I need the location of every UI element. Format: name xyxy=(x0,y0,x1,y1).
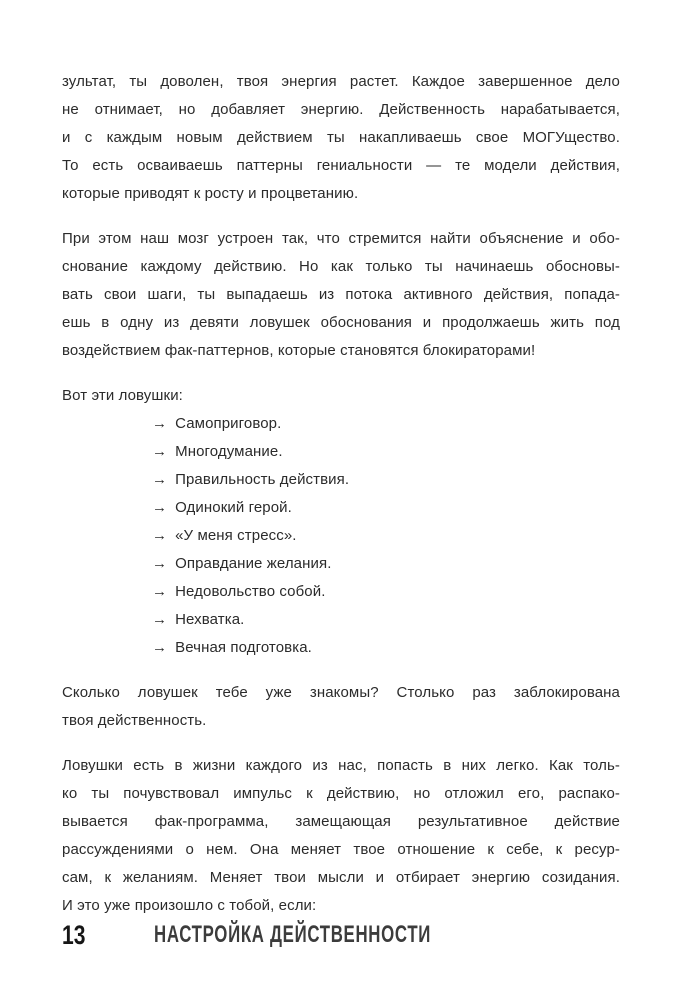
arrow-bullet-icon: → xyxy=(152,443,168,460)
text-line: сам, к желаниям. Меняет твои мысли и отбирает энергию созидания. xyxy=(62,869,620,886)
arrow-bullet-icon: → xyxy=(152,527,168,544)
text-line: вать свои шаги, ты выпадаешь из потока активного действия, попада- xyxy=(62,286,620,303)
trap-label: Самоприговор. xyxy=(175,415,282,432)
text-line: рассуждениями о нем. Она меняет твое отношение к себе, к ресур- xyxy=(62,841,620,858)
trap-label: Вечная подготовка. xyxy=(175,639,312,656)
trap-label: Правильность действия. xyxy=(175,471,350,488)
arrow-bullet-icon: → xyxy=(152,471,168,488)
text-line: То есть осваиваешь паттерны гениальности — те модели действия, xyxy=(62,157,620,174)
traps-intro: Вот эти ловушки: xyxy=(62,387,183,404)
text-line: не отнимает, но добавляет энергию. Действенность нарабатывается, xyxy=(62,101,620,118)
text-line: И это уже произошло с тобой, если: xyxy=(62,897,317,914)
arrow-bullet-icon: → xyxy=(152,415,168,432)
trap-item xyxy=(62,410,620,438)
trap-label: Оправдание желания. xyxy=(175,555,332,572)
text-line: ешь в одну из девяти ловушек обоснования и продолжаешь жить под xyxy=(62,314,620,331)
text-line: твоя действенность. xyxy=(62,712,207,729)
paragraph-2 xyxy=(62,225,620,365)
paragraph-1 xyxy=(62,68,620,208)
text-line: зультат, ты доволен, твоя энергия растет. Каждое завершенное дело xyxy=(62,73,620,90)
text-line: воздействием фак-паттернов, которые становятся блокираторами! xyxy=(62,342,536,359)
text-line: Ловушки есть в жизни каждого из нас, попасть в них легко. Как толь- xyxy=(62,757,620,774)
trap-label: Недовольство собой. xyxy=(175,583,326,600)
page-number: 13 xyxy=(62,920,86,950)
trap-label: Многодумание. xyxy=(175,443,283,460)
page-footer xyxy=(62,922,550,949)
trap-item xyxy=(62,438,620,466)
arrow-bullet-icon: → xyxy=(152,583,168,600)
trap-item xyxy=(62,522,620,550)
arrow-bullet-icon: → xyxy=(152,499,168,516)
text-line: вывается фак-программа, замещающая результативное действие xyxy=(62,813,620,830)
trap-label: «У меня стресс». xyxy=(175,527,297,544)
running-title: НАСТРОЙКА ДЕЙСТВЕННОСТИ xyxy=(154,921,432,948)
trap-label: Одинокий герой. xyxy=(175,499,292,516)
traps-section xyxy=(62,382,620,662)
trap-item xyxy=(62,466,620,494)
text-line: и с каждым новым действием ты накапливаешь свое МОГУщество. xyxy=(62,129,620,146)
text-line: Сколько ловушек тебе уже знакомы? Столько раз заблокирована xyxy=(62,684,620,701)
arrow-bullet-icon: → xyxy=(152,639,168,656)
text-line: которые приводят к росту и процветанию. xyxy=(62,185,359,202)
paragraph-4 xyxy=(62,752,620,920)
text-line: ко ты почувствовал импульс к действию, но отложил его, распако- xyxy=(62,785,620,802)
trap-item xyxy=(62,550,620,578)
trap-item xyxy=(62,494,620,522)
body-text xyxy=(62,68,620,920)
trap-item xyxy=(62,634,620,662)
text-line: снование каждому действию. Но как только ты начинаешь обосновы- xyxy=(62,258,620,275)
trap-item xyxy=(62,578,620,606)
paragraph-3 xyxy=(62,679,620,735)
trap-label: Нехватка. xyxy=(175,611,245,628)
trap-item xyxy=(62,606,620,634)
text-line: При этом наш мозг устроен так, что стремится найти объяснение и обо- xyxy=(62,230,620,247)
arrow-bullet-icon: → xyxy=(152,555,168,572)
arrow-bullet-icon: → xyxy=(152,611,168,628)
